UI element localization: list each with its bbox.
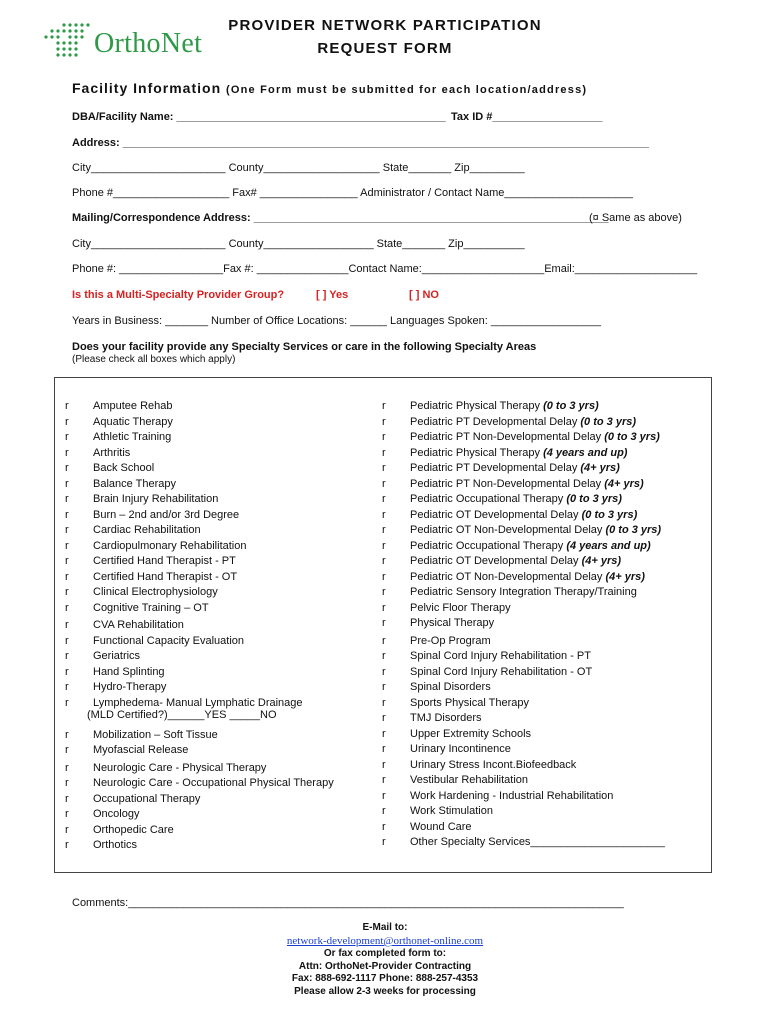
checkbox-icon[interactable]: r (382, 508, 386, 521)
checkbox-icon[interactable]: r (382, 650, 386, 662)
specialty-label: CVA Rehabilitation (93, 619, 184, 631)
specialty-item[interactable] (65, 761, 334, 778)
specialty-item[interactable] (382, 586, 665, 602)
age-range-label: (4+ yrs) (581, 555, 622, 567)
specialty-label: Balance Therapy (93, 477, 176, 490)
multi-specialty-no[interactable]: [ ] NO (409, 289, 439, 301)
specialty-label: Spinal Disorders (410, 681, 491, 693)
specialty-label: Orthopedic Care (93, 823, 174, 836)
address-field[interactable]: Address: ______________________________________________________________________________________ (72, 137, 649, 149)
specialty-item[interactable] (382, 774, 665, 790)
checkbox-icon[interactable]: r (65, 744, 69, 756)
specialty-label: Cardiac Rehabilitation (93, 524, 201, 536)
checkbox-icon[interactable]: r (382, 524, 386, 536)
specialty-label: Physical Therapy (410, 617, 495, 629)
checkbox-icon[interactable]: r (382, 634, 386, 647)
checkbox-icon[interactable]: r (382, 712, 386, 724)
age-range-label: (4+ yrs) (580, 462, 620, 474)
age-range-label: (0 to 3 yrs) (604, 431, 660, 443)
checkbox-icon[interactable]: r (382, 539, 386, 552)
checkbox-icon[interactable]: r (382, 743, 386, 755)
specialty-item[interactable] (382, 712, 665, 728)
specialty-item[interactable] (65, 619, 334, 635)
specialty-label: Functional Capacity Evaluation (93, 634, 245, 647)
specialty-item[interactable] (65, 586, 334, 602)
checkbox-icon[interactable]: r (65, 586, 69, 598)
specialty-item[interactable] (65, 539, 334, 556)
taxid-field[interactable]: Tax ID #__________________ (451, 111, 603, 123)
specialty-label: Other Specialty Services______________________ (410, 836, 666, 848)
specialty-item[interactable] (382, 493, 665, 509)
phone-fax-admin-row[interactable]: Phone #___________________ Fax# ________________ Administrator / Contact Name_____________________ (72, 187, 633, 199)
specialty-label: Sports Physical Therapy (410, 696, 530, 709)
checkbox-icon[interactable]: r (382, 493, 386, 505)
checkbox-icon[interactable]: r (65, 792, 69, 805)
specialty-item[interactable] (382, 539, 665, 556)
specialty-item[interactable] (65, 823, 334, 840)
years-locations-languages-row[interactable]: Years in Business: _______ Number of Office Locations: ______ Languages Spoken: __________________ (72, 315, 602, 327)
specialty-item[interactable] (382, 400, 665, 416)
checkbox-icon[interactable]: r (65, 446, 69, 459)
specialty-label: TMJ Disorders (410, 712, 482, 724)
specialty-label: Lymphedema- Manual Lymphatic Drainage (93, 696, 303, 709)
specialty-item[interactable] (382, 634, 665, 651)
specialty-item[interactable] (65, 477, 334, 494)
specialty-label: Upper Extremity Schools (410, 727, 532, 740)
specialty-label: Pediatric Occupational Therapy (410, 539, 567, 552)
checkbox-icon[interactable]: r (382, 774, 386, 786)
specialty-item[interactable] (382, 415, 665, 432)
mailing-address-field[interactable]: Mailing/Correspondence Address: __________________________________________________________ (72, 212, 609, 224)
specialty-label: Pediatric OT Developmental Delay (410, 555, 582, 567)
specialty-item[interactable] (382, 758, 665, 775)
specialty-item[interactable] (382, 601, 665, 618)
specialty-item[interactable] (65, 555, 334, 571)
specialty-label: Pediatric OT Non-Developmental Delay (410, 570, 606, 583)
age-range-label: (0 to 3 yrs) (580, 415, 637, 428)
specialty-item[interactable] (382, 431, 665, 447)
age-range-label: (4+ yrs) (605, 570, 645, 583)
same-as-above-checkbox[interactable]: (¤ Same as above) (589, 212, 682, 224)
checkbox-icon[interactable]: r (382, 431, 386, 443)
city-county-state-zip-row[interactable]: City______________________ County___________________ State_______ Zip_________ (72, 162, 525, 174)
specialty-label: Certified Hand Therapist - PT (93, 555, 236, 567)
specialty-item[interactable] (65, 431, 334, 447)
mld-certified-line[interactable]: (MLD Certified?)______YES _____NO (87, 708, 277, 721)
dba-field[interactable]: DBA/Facility Name: ____________________________________________ (72, 111, 446, 123)
checkbox-icon[interactable]: r (382, 805, 386, 817)
age-range-label: (0 to 3 yrs) (543, 400, 599, 412)
specialty-item[interactable] (65, 493, 334, 509)
email-link[interactable]: network-development@orthonet-online.com (286, 935, 484, 947)
specialty-label: Work Stimulation (410, 805, 493, 817)
checkbox-icon[interactable]: r (65, 808, 69, 820)
specialty-item[interactable] (65, 665, 334, 682)
checkbox-icon[interactable]: r (382, 446, 386, 459)
specialty-label: Pediatric PT Developmental Delay (410, 462, 581, 474)
checkbox-icon[interactable]: r (382, 727, 386, 740)
specialty-label: Mobilization – Soft Tissue (93, 728, 218, 741)
specialty-item[interactable] (382, 446, 665, 463)
checkbox-icon[interactable]: r (65, 665, 69, 678)
checkbox-icon[interactable]: r (65, 462, 69, 474)
age-range-label: (4 years and up) (543, 446, 628, 459)
specialty-label: Work Hardening - Industrial Rehabilitation (410, 789, 614, 802)
checkbox-icon[interactable]: r (382, 617, 386, 629)
specialty-item[interactable] (382, 524, 665, 540)
specialty-item[interactable] (382, 508, 665, 525)
checkbox-icon[interactable]: r (382, 681, 386, 693)
specialty-question: Does your facility provide any Specialty Services or care in the following Specialty Areas (72, 341, 537, 353)
specialty-item[interactable] (382, 681, 665, 697)
checkbox-icon[interactable]: r (65, 650, 69, 662)
multi-specialty-yes[interactable]: [ ] Yes (316, 289, 349, 301)
checkbox-icon[interactable]: r (382, 400, 386, 412)
specialty-label: Pre-Op Program (410, 634, 491, 647)
age-range-label: (0 to 3 yrs) (581, 508, 638, 521)
email-link-row (0, 935, 770, 947)
specialty-label: Pediatric OT Non-Developmental Delay (410, 524, 606, 536)
checkbox-icon[interactable]: r (382, 665, 386, 678)
specialty-label: Burn – 2nd and/or 3rd Degree (93, 508, 240, 521)
checkbox-icon[interactable]: r (382, 570, 386, 583)
specialty-label: Cardiopulmonary Rehabilitation (93, 539, 247, 552)
specialty-label: Hydro-Therapy (93, 681, 167, 693)
specialty-label: Oncology (93, 808, 140, 820)
specialty-label: Brain Injury Rehabilitation (93, 493, 219, 505)
specialty-label: Myofascial Release (93, 744, 189, 756)
specialty-label: Pediatric Occupational Therapy (410, 493, 567, 505)
specialty-label: Pediatric PT Non-Developmental Delay (410, 477, 605, 490)
age-range-label: (0 to 3 yrs) (566, 493, 622, 505)
processing-note: Please allow 2-3 weeks for processing (294, 986, 476, 997)
specialty-label: Aquatic Therapy (93, 415, 173, 428)
specialty-label: Certified Hand Therapist - OT (93, 570, 238, 583)
checkbox-icon[interactable]: r (382, 601, 386, 614)
specialty-item[interactable] (382, 555, 665, 571)
specialty-label: Pediatric OT Developmental Delay (410, 508, 582, 521)
attention-line: Attn: OrthoNet-Provider Contracting (298, 961, 472, 972)
form-title-line2: REQUEST FORM (317, 40, 453, 57)
specialty-label: Arthritis (93, 446, 131, 459)
form-title-line1: PROVIDER NETWORK PARTICIPATION (228, 17, 542, 34)
specialty-label: Geriatrics (93, 650, 141, 662)
checkbox-icon[interactable]: r (65, 555, 69, 567)
specialty-item[interactable] (65, 681, 334, 697)
specialty-label: Pediatric PT Developmental Delay (410, 415, 581, 428)
specialty-label: Athletic Training (93, 431, 172, 443)
specialty-label: Cognitive Training – OT (93, 601, 209, 614)
specialty-item[interactable] (382, 477, 665, 494)
specialty-item[interactable] (65, 808, 334, 824)
specialty-item[interactable] (382, 696, 665, 713)
specialty-item[interactable] (65, 524, 334, 540)
specialty-label: Pelvic Floor Therapy (410, 601, 511, 614)
specialty-label: Urinary Stress Incont.Biofeedback (410, 758, 577, 771)
specialty-item[interactable] (65, 601, 334, 618)
section-heading (72, 80, 587, 96)
fax-instruction: Or fax completed form to: (323, 948, 447, 959)
specialty-item[interactable] (65, 839, 334, 855)
specialty-label: Pediatric Sensory Integration Therapy/Training (410, 586, 637, 598)
age-range-label: (0 to 3 yrs) (605, 524, 662, 536)
right-specialty-list (382, 400, 666, 852)
specialty-item[interactable] (382, 820, 665, 837)
checkbox-icon[interactable]: r (382, 477, 386, 490)
specialty-item[interactable] (382, 570, 665, 587)
specialty-item[interactable] (382, 727, 665, 744)
specialty-label: Vestibular Rehabilitation (410, 774, 529, 786)
age-range-label: (4+ yrs) (604, 477, 644, 490)
specialty-item[interactable] (65, 777, 334, 793)
specialty-label: Neurologic Care - Physical Therapy (93, 761, 267, 774)
specialty-item[interactable] (65, 728, 334, 745)
specialty-label: Spinal Cord Injury Rehabilitation - OT (410, 665, 593, 678)
age-range-label: (4 years and up) (566, 539, 651, 552)
checkbox-icon[interactable]: r (382, 415, 386, 428)
checkbox-icon[interactable]: r (65, 777, 69, 789)
specialty-checklist-box (54, 377, 712, 873)
specialty-item[interactable] (65, 792, 334, 809)
specialty-item[interactable] (382, 665, 665, 682)
specialty-item[interactable] (65, 415, 334, 432)
checkbox-icon[interactable]: r (382, 820, 386, 833)
checkbox-icon[interactable]: r (65, 508, 69, 521)
specialty-label: Amputee Rehab (93, 400, 173, 412)
checkbox-icon[interactable]: r (65, 823, 69, 836)
specialty-label: Pediatric Physical Therapy (410, 446, 544, 459)
checkbox-icon[interactable]: r (65, 681, 69, 693)
specialty-label: Occupational Therapy (93, 792, 201, 805)
specialty-note: (Please check all boxes which apply) (72, 354, 236, 365)
checkbox-icon[interactable]: r (65, 601, 69, 614)
specialty-item[interactable] (382, 789, 665, 806)
checkbox-icon[interactable]: r (65, 696, 69, 709)
specialty-item[interactable] (382, 743, 665, 759)
section-subtitle: (One Form must be submitted for each location/address) (226, 84, 588, 96)
specialty-item[interactable] (65, 650, 334, 666)
specialty-label: Wound Care (410, 820, 472, 833)
checkbox-icon[interactable]: r (382, 555, 386, 567)
checkbox-icon[interactable]: r (65, 539, 69, 552)
section-title: Facility Information (72, 80, 222, 96)
checkbox-icon[interactable]: r (65, 524, 69, 536)
checkbox-icon[interactable]: r (65, 431, 69, 443)
checkbox-icon[interactable]: r (382, 586, 386, 598)
checkbox-icon[interactable]: r (65, 477, 69, 490)
specialty-item[interactable] (65, 570, 334, 587)
specialty-item[interactable] (65, 400, 334, 416)
specialty-item[interactable] (65, 462, 334, 478)
checkbox-icon[interactable]: r (382, 462, 386, 474)
specialty-item[interactable] (382, 650, 665, 666)
specialty-item[interactable] (65, 446, 334, 463)
contact-numbers: Fax: 888-692-1117 Phone: 888-257-4353 (291, 973, 479, 984)
specialty-item[interactable] (65, 508, 334, 525)
specialty-item[interactable] (65, 744, 334, 760)
checkbox-icon[interactable]: r (65, 761, 69, 774)
logo-text: OrthoNet (94, 28, 203, 59)
checkbox-icon[interactable]: r (382, 696, 386, 709)
checkbox-icon[interactable]: r (65, 619, 69, 631)
email-label: E-Mail to: (362, 922, 408, 933)
specialty-label: Pediatric Physical Therapy (410, 400, 544, 412)
specialty-label: Pediatric PT Non-Developmental Delay (410, 431, 605, 443)
mailing-phone-row[interactable]: Phone #: _________________Fax #: _______________Contact Name:____________________Email:____________________ (72, 263, 698, 275)
checkbox-icon[interactable]: r (65, 570, 69, 583)
checkbox-icon[interactable]: r (65, 415, 69, 428)
multi-specialty-question: Is this a Multi-Specialty Provider Group? (72, 289, 285, 301)
specialty-label: Spinal Cord Injury Rehabilitation - PT (410, 650, 591, 662)
specialty-item[interactable] (382, 462, 665, 478)
checkbox-icon[interactable]: r (65, 728, 69, 741)
checkbox-icon[interactable]: r (382, 789, 386, 802)
specialty-item[interactable] (382, 805, 665, 821)
checkbox-icon[interactable]: r (65, 634, 69, 647)
specialty-item[interactable] (382, 617, 665, 633)
checkbox-icon[interactable]: r (65, 839, 69, 851)
specialty-label: Clinical Electrophysiology (93, 586, 218, 598)
checkbox-icon[interactable]: r (65, 400, 69, 412)
specialty-label: Neurologic Care - Occupational Physical Therapy (93, 777, 334, 789)
comments-field[interactable]: Comments:_________________________________________________________________________________ (72, 897, 624, 909)
specialty-label: Hand Splinting (93, 665, 165, 678)
specialty-label: Back School (93, 462, 155, 474)
left-specialty-list (65, 400, 334, 855)
specialty-item[interactable] (382, 836, 666, 852)
checkbox-icon[interactable]: r (382, 758, 386, 771)
specialty-item[interactable] (65, 634, 334, 651)
specialty-item[interactable] (65, 696, 334, 729)
specialty-label: Orthotics (93, 839, 138, 851)
checkbox-icon[interactable]: r (382, 836, 386, 848)
mailing-city-row[interactable]: City______________________ County__________________ State_______ Zip__________ (72, 238, 525, 250)
specialty-label: Urinary Incontinence (410, 743, 511, 755)
checkbox-icon[interactable]: r (65, 493, 69, 505)
